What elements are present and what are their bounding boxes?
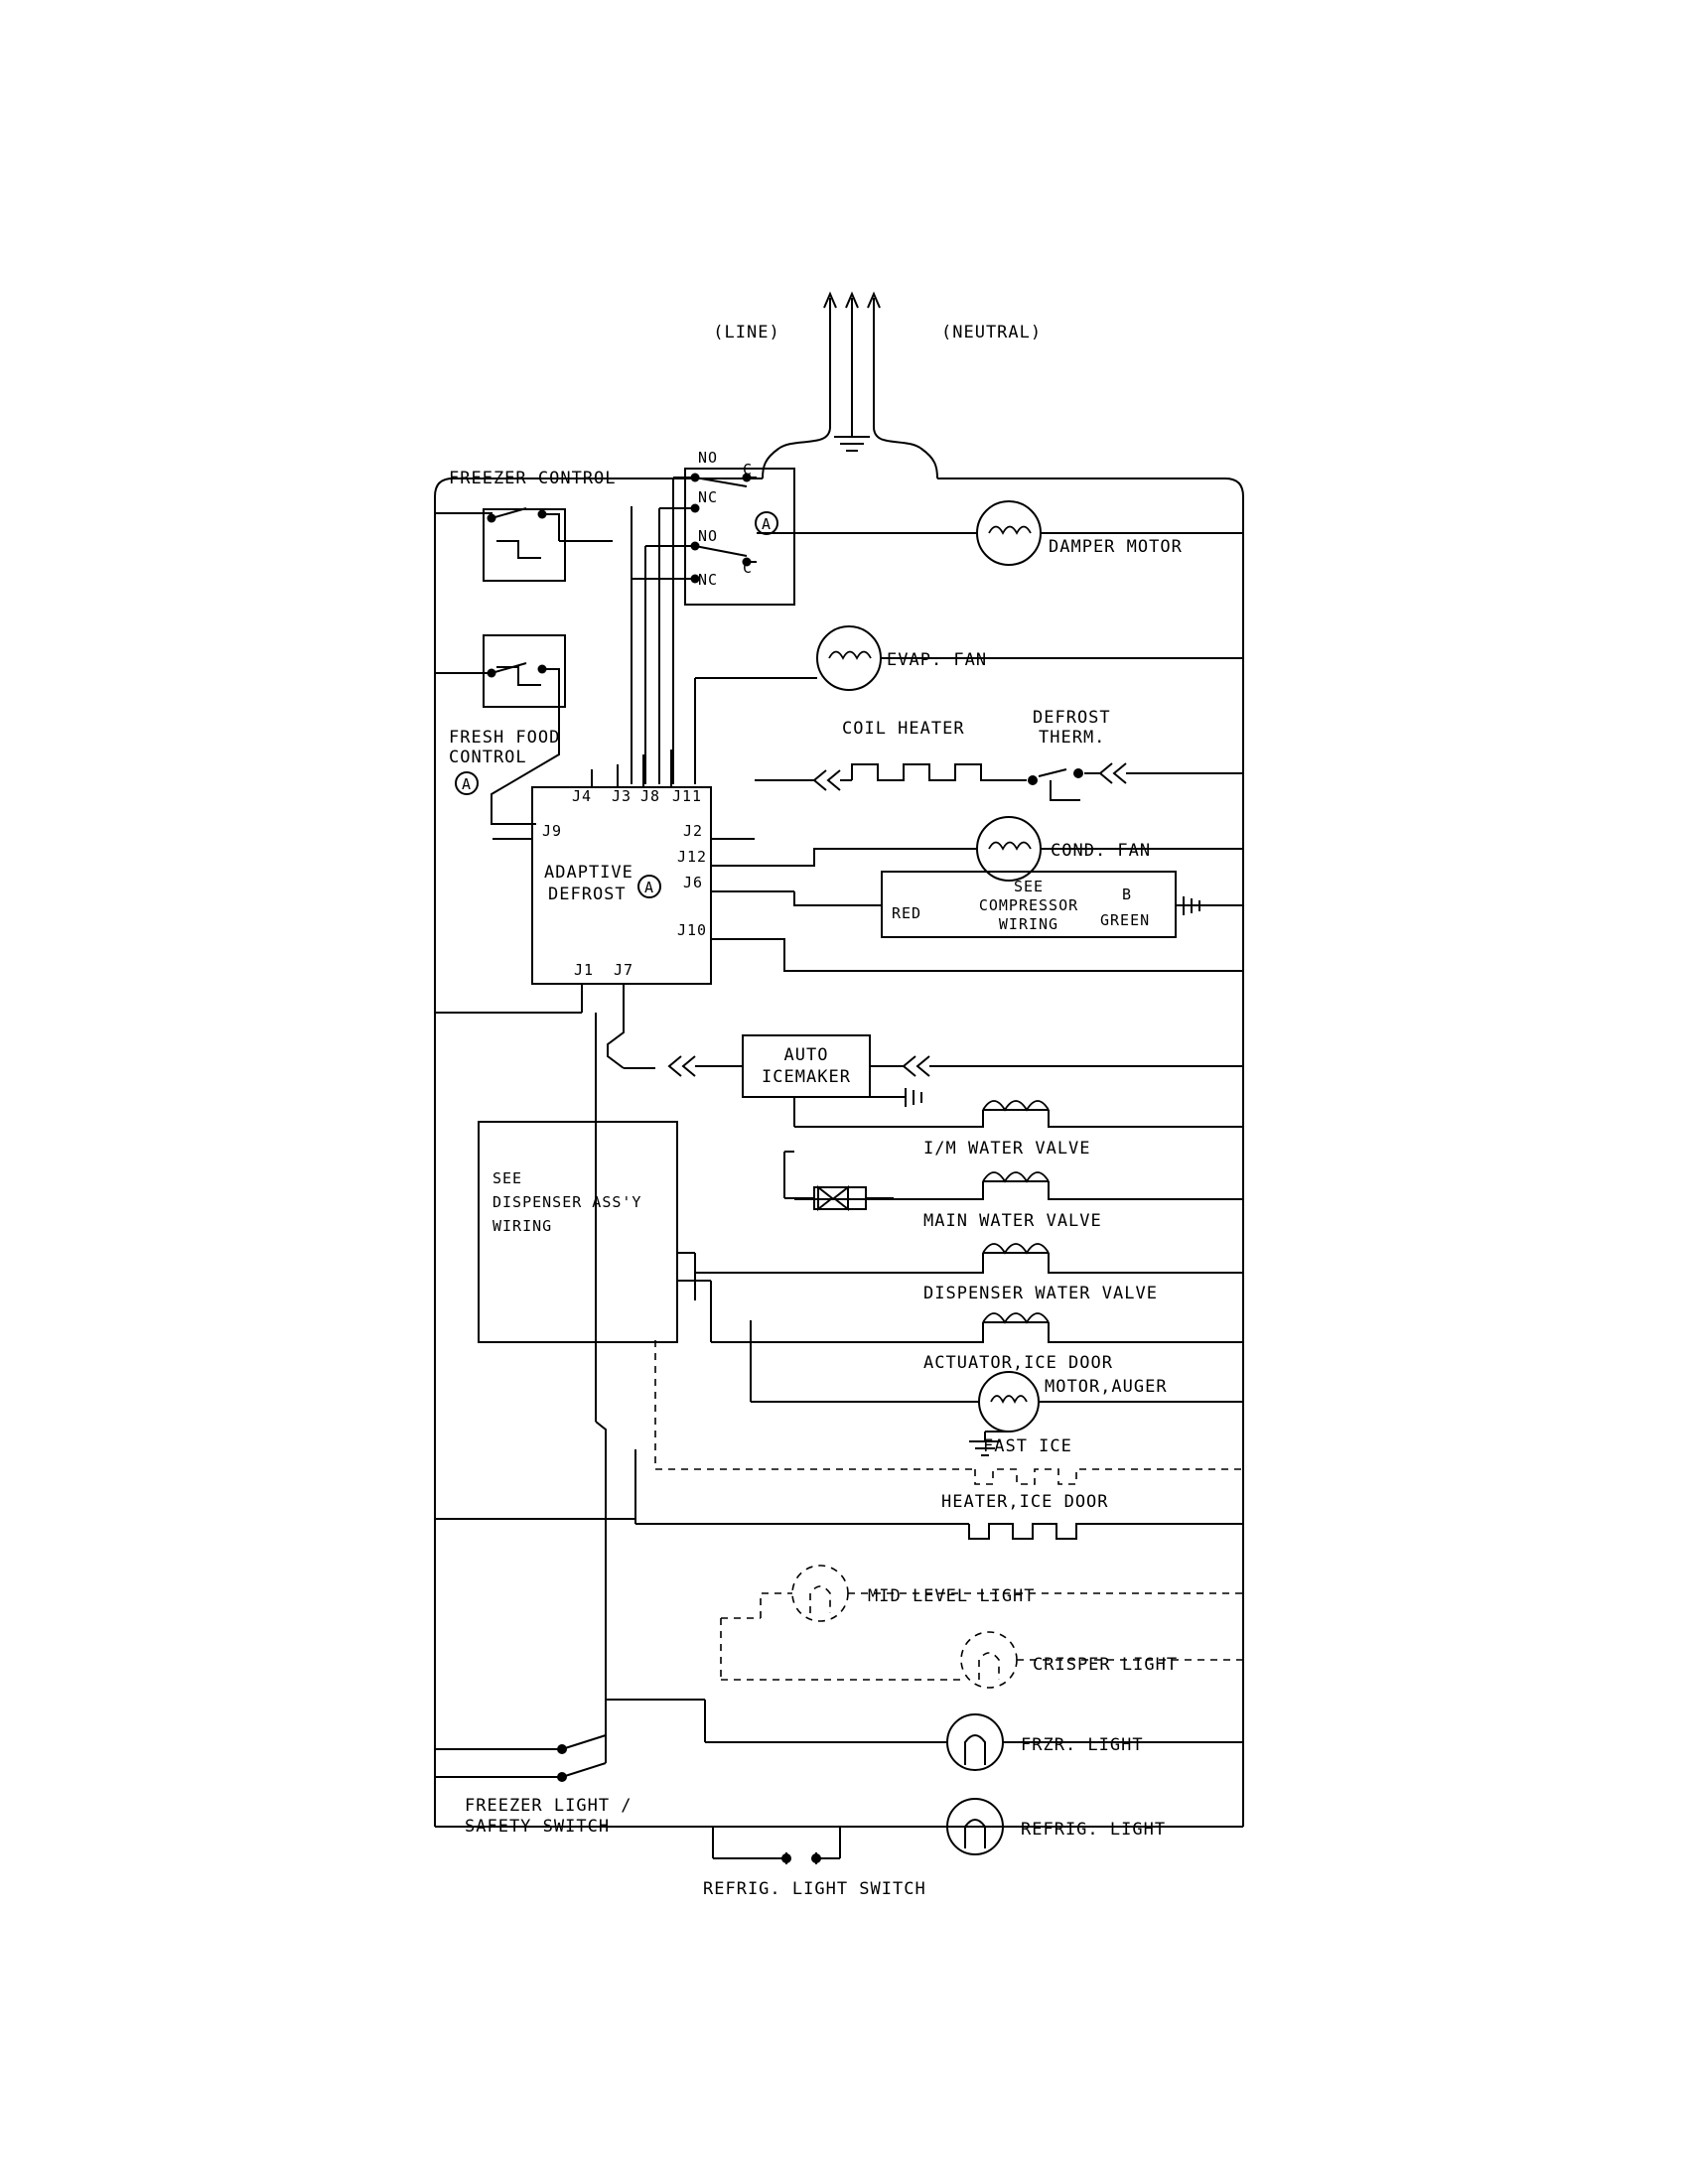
cabinet-outline bbox=[435, 478, 1243, 1827]
terminal-j3: J3 bbox=[611, 787, 633, 805]
coil-heater-group bbox=[755, 763, 1243, 800]
label-refrig-light-switch: REFRIG. LIGHT SWITCH bbox=[703, 1879, 926, 1899]
terminal-j10: J10 bbox=[677, 921, 708, 939]
label-freezer-switch-line2: SAFETY SWITCH bbox=[465, 1817, 611, 1837]
label-compressor-line2: COMPRESSOR bbox=[978, 896, 1079, 914]
terminal-j4: J4 bbox=[571, 787, 593, 805]
label-adaptive-line2: DEFROST bbox=[548, 885, 627, 904]
dispenser-assy-group bbox=[435, 1032, 677, 1827]
terminal-j8: J8 bbox=[639, 787, 661, 805]
label-refrig-light: REFRIG. LIGHT bbox=[1021, 1820, 1167, 1840]
terminal-j7: J7 bbox=[614, 961, 634, 979]
label-compressor-line3: WIRING bbox=[998, 915, 1059, 933]
label-dispenser-line1: SEE bbox=[492, 1169, 523, 1187]
marker-a-fresh-food bbox=[456, 772, 478, 794]
label-frzr-light: FRZR. LIGHT bbox=[1021, 1735, 1144, 1755]
label-fresh-food-line2: CONTROL bbox=[449, 748, 527, 767]
label-relay-no-1: NO bbox=[698, 449, 719, 467]
terminal-j11: J11 bbox=[671, 787, 703, 805]
label-fresh-food-line1: FRESH FOOD bbox=[449, 728, 561, 748]
label-im-water-valve: I/M WATER VALVE bbox=[923, 1139, 1091, 1159]
label-defrost-therm-line1: DEFROST bbox=[1033, 708, 1111, 728]
terminal-j12: J12 bbox=[677, 848, 708, 866]
label-freezer-switch-line1: FREEZER LIGHT / bbox=[465, 1796, 633, 1816]
label-heater-ice-door: HEATER,ICE DOOR bbox=[941, 1492, 1109, 1512]
label-main-water-valve: MAIN WATER VALVE bbox=[923, 1211, 1102, 1231]
label-coil-heater: COIL HEATER bbox=[842, 719, 965, 739]
terminal-j2: J2 bbox=[683, 822, 704, 840]
label-compressor-b: B bbox=[1122, 886, 1133, 903]
motor-auger-group bbox=[751, 1320, 1243, 1455]
label-defrost-therm-line2: THERM. bbox=[1039, 728, 1106, 748]
crisper-light-group bbox=[721, 1618, 1243, 1688]
label-actuator-ice-door: ACTUATOR,ICE DOOR bbox=[923, 1353, 1113, 1373]
label-relay-nc-1: NC bbox=[698, 488, 719, 506]
label-relay-no-2: NO bbox=[698, 527, 719, 545]
label-dispenser-water-valve: DISPENSER WATER VALVE bbox=[923, 1284, 1158, 1303]
label-damper-motor: DAMPER MOTOR bbox=[1049, 537, 1183, 557]
label-dispenser-line3: WIRING bbox=[492, 1217, 553, 1235]
power-supply-group bbox=[763, 294, 937, 478]
label-relay-c-2: C bbox=[743, 559, 754, 577]
label-fast-ice: FAST ICE bbox=[983, 1436, 1072, 1456]
marker-a-text: A bbox=[461, 775, 473, 793]
freezer-safety-switch-group bbox=[435, 1013, 705, 1782]
label-auto-icemaker-line1: AUTO bbox=[783, 1045, 829, 1065]
label-mid-level-light: MID LEVEL LIGHT bbox=[868, 1586, 1036, 1606]
auto-icemaker-group bbox=[608, 1013, 1243, 1107]
label-compressor-red: RED bbox=[892, 904, 922, 922]
refrig-light-switch-group bbox=[713, 1827, 840, 1864]
marker-a-relay-text: A bbox=[761, 515, 773, 533]
label-auto-icemaker-line2: ICEMAKER bbox=[762, 1067, 851, 1087]
terminal-j1: J1 bbox=[574, 961, 595, 979]
label-freezer-control: FREEZER CONTROL bbox=[449, 469, 617, 488]
label-compressor-green: GREEN bbox=[1100, 911, 1151, 929]
label-relay-nc-2: NC bbox=[698, 571, 719, 589]
freezer-control-group bbox=[435, 508, 613, 581]
label-crisper-light: CRISPER LIGHT bbox=[1033, 1655, 1179, 1675]
label-line: (LINE) bbox=[713, 323, 780, 342]
marker-a-adaptive-text: A bbox=[643, 879, 655, 896]
label-adaptive-line1: ADAPTIVE bbox=[544, 863, 633, 883]
marker-a-relay bbox=[756, 512, 777, 534]
label-motor-auger: MOTOR,AUGER bbox=[1045, 1377, 1168, 1397]
label-relay-c-1: C bbox=[743, 461, 754, 478]
label-evap-fan: EVAP. FAN bbox=[887, 650, 988, 670]
im-water-valve-group bbox=[794, 1097, 1243, 1127]
label-compressor-line1: SEE bbox=[1013, 878, 1045, 895]
terminal-j9: J9 bbox=[542, 822, 563, 840]
label-dispenser-line2: DISPENSER ASS'Y bbox=[492, 1193, 642, 1211]
label-neutral: (NEUTRAL) bbox=[941, 323, 1043, 342]
terminal-j6: J6 bbox=[683, 874, 704, 891]
frzr-light-group bbox=[705, 1700, 1243, 1770]
marker-a-adaptive bbox=[638, 876, 660, 897]
label-cond-fan: COND. FAN bbox=[1051, 841, 1152, 861]
main-water-valve-group bbox=[784, 1152, 1243, 1209]
heater-ice-door-group bbox=[435, 1449, 1243, 1539]
